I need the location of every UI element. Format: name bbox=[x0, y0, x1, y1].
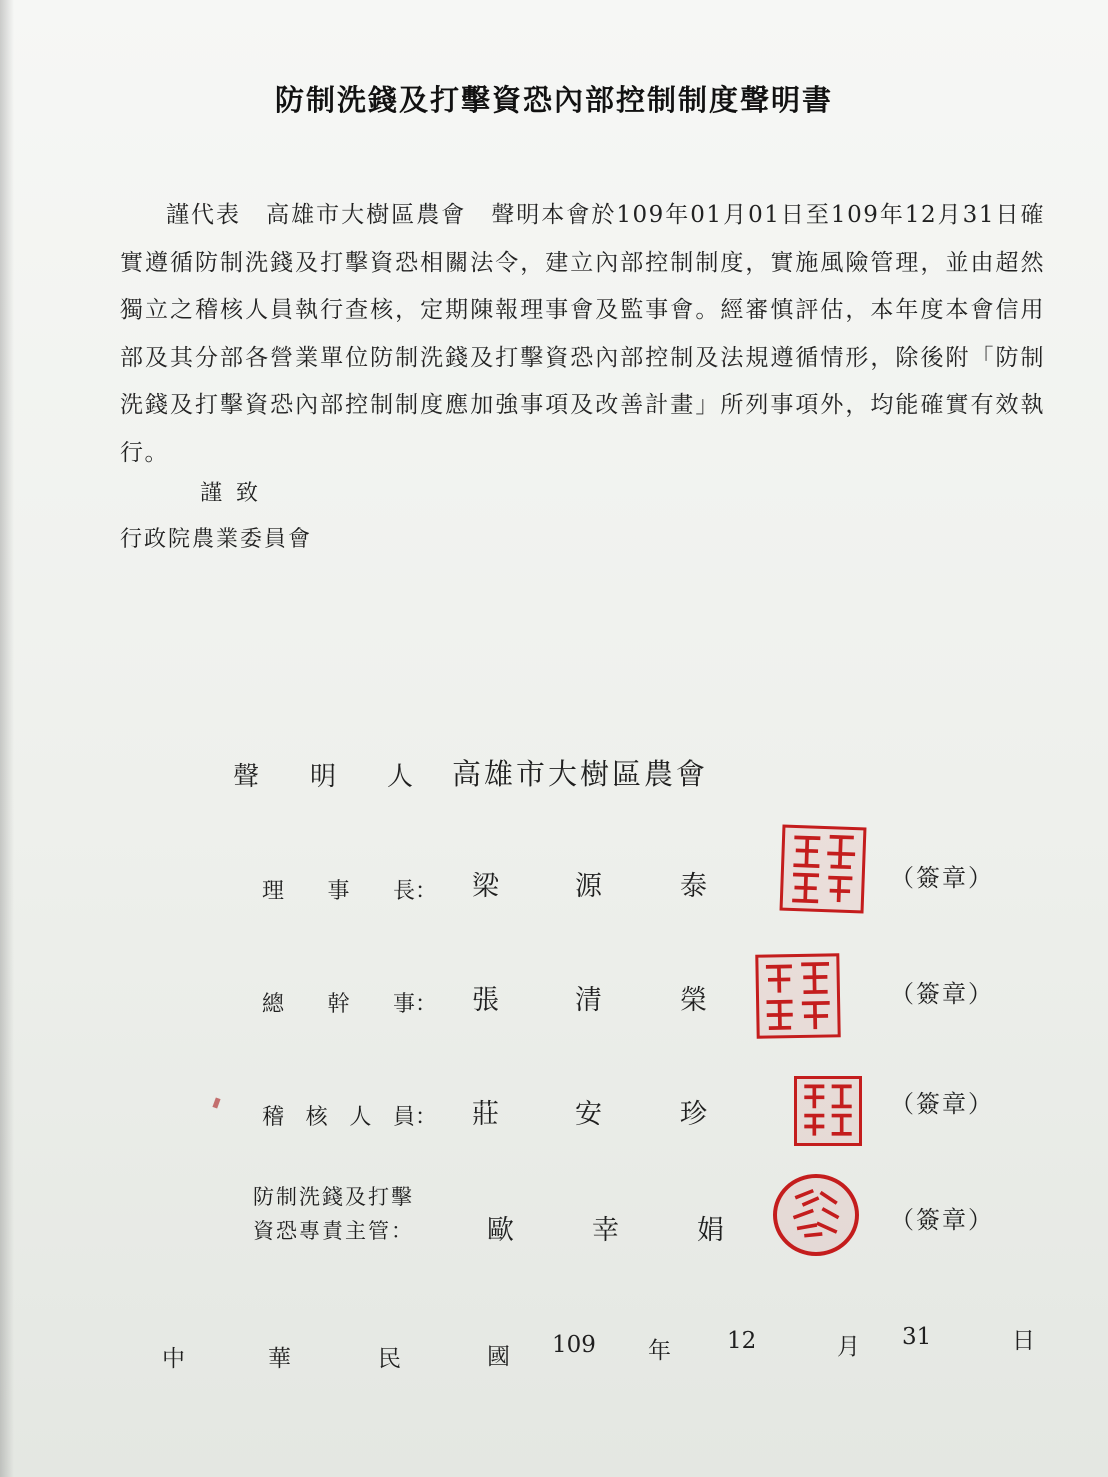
declarant-label-char: 人 bbox=[386, 762, 413, 792]
role-char: 核 bbox=[305, 1105, 328, 1130]
date-part: 年 bbox=[648, 1338, 671, 1364]
declarant-name: 高雄市大樹區農會 bbox=[452, 757, 709, 791]
signature-note: （簽章） bbox=[890, 1090, 994, 1118]
date-part: 國 bbox=[487, 1344, 510, 1370]
declaration-body bbox=[120, 192, 1045, 477]
general-manager-seal bbox=[755, 953, 840, 1038]
signatory-name-char: 娟 bbox=[697, 1215, 724, 1246]
date-part: 華 bbox=[268, 1346, 291, 1372]
date-part: 中 bbox=[162, 1346, 185, 1372]
signature-note: （簽章） bbox=[890, 1206, 994, 1234]
role-char: 幹 bbox=[327, 992, 350, 1017]
signing-date bbox=[0, 1324, 1108, 1372]
role-char: 員： bbox=[392, 1105, 437, 1130]
role-char: 事 bbox=[327, 879, 350, 904]
date-day: 31 bbox=[902, 1324, 932, 1350]
seal-glyphs bbox=[783, 828, 864, 911]
date-year: 109 bbox=[552, 1332, 596, 1358]
date-part: 日 bbox=[1012, 1328, 1035, 1354]
signatory-role bbox=[262, 987, 437, 1018]
signature-note: （簽章） bbox=[890, 864, 994, 892]
role-char: 總 bbox=[262, 992, 285, 1017]
signatory-name-char: 幸 bbox=[592, 1215, 619, 1246]
signatory-name-char: 梁 bbox=[472, 871, 499, 902]
role-line: 資恐專責主管： bbox=[253, 1219, 414, 1243]
declarant-label-char: 聲 bbox=[233, 762, 260, 792]
role-char: 長： bbox=[392, 879, 437, 904]
auditor-seal bbox=[794, 1076, 862, 1146]
date-part: 月 bbox=[837, 1334, 860, 1360]
signatory-row-auditor bbox=[0, 1070, 1108, 1160]
aml-officer-seal bbox=[773, 1174, 859, 1256]
signatory-name-char: 清 bbox=[575, 985, 602, 1016]
signatory-name-char: 莊 bbox=[472, 1099, 499, 1130]
signatory-name-char: 張 bbox=[472, 985, 499, 1016]
document-title: 防制洗錢及打擊資恐內部控制制度聲明書 bbox=[274, 83, 833, 117]
declaration-paragraph: 謹代表 高雄市大樹區農會 聲明本會於109年01月01日至109年12月31日確實遵循防制洗錢及打擊資恐相關法令，建立內部控制制度，實施風險管理，並由超然獨立之稽核人員執行查核，定期陳報理事會及監事會。經審慎評估，本年度本會信用部及其分部各營業單位防制洗錢及打擊資恐內部控制及法規遵循情形，除後附「防制洗錢及打擊資恐內部控制制度應加強事項及改善計畫」所列事項外，均能確實有效執行。 bbox=[120, 202, 1045, 466]
seal-glyphs bbox=[797, 1079, 859, 1143]
signatory-name-char: 榮 bbox=[680, 985, 707, 1016]
signatory-name-char: 歐 bbox=[487, 1215, 514, 1246]
signatory-role bbox=[262, 1100, 437, 1131]
chairman-seal bbox=[780, 825, 867, 914]
date-part: 民 bbox=[378, 1346, 401, 1372]
role-char: 理 bbox=[262, 879, 285, 904]
seal-glyphs bbox=[777, 1178, 855, 1252]
closing-salutation: 謹致 bbox=[200, 481, 273, 506]
recipient: 行政院農業委員會 bbox=[120, 527, 313, 552]
role-line: 防制洗錢及打擊 bbox=[253, 1185, 414, 1209]
declarant-label bbox=[233, 756, 413, 793]
signatory-name-char: 珍 bbox=[680, 1099, 707, 1130]
role-char: 人 bbox=[349, 1105, 372, 1130]
role-char: 事： bbox=[392, 992, 437, 1017]
signatory-name-char: 源 bbox=[575, 871, 602, 902]
signatory-row-aml-officer bbox=[0, 1170, 1108, 1260]
signatory-role bbox=[262, 874, 437, 905]
signatory-role bbox=[253, 1180, 414, 1248]
signatory-name-char: 泰 bbox=[680, 871, 707, 902]
declarant-label-char: 明 bbox=[309, 762, 336, 792]
signatory-name-char: 安 bbox=[575, 1099, 602, 1130]
date-month: 12 bbox=[727, 1328, 757, 1354]
signatory-row-general-manager bbox=[0, 950, 1108, 1040]
signatory-row-chairman bbox=[0, 826, 1108, 916]
signature-note: （簽章） bbox=[890, 980, 994, 1008]
role-char: 稽 bbox=[262, 1105, 285, 1130]
seal-glyphs bbox=[758, 956, 837, 1035]
